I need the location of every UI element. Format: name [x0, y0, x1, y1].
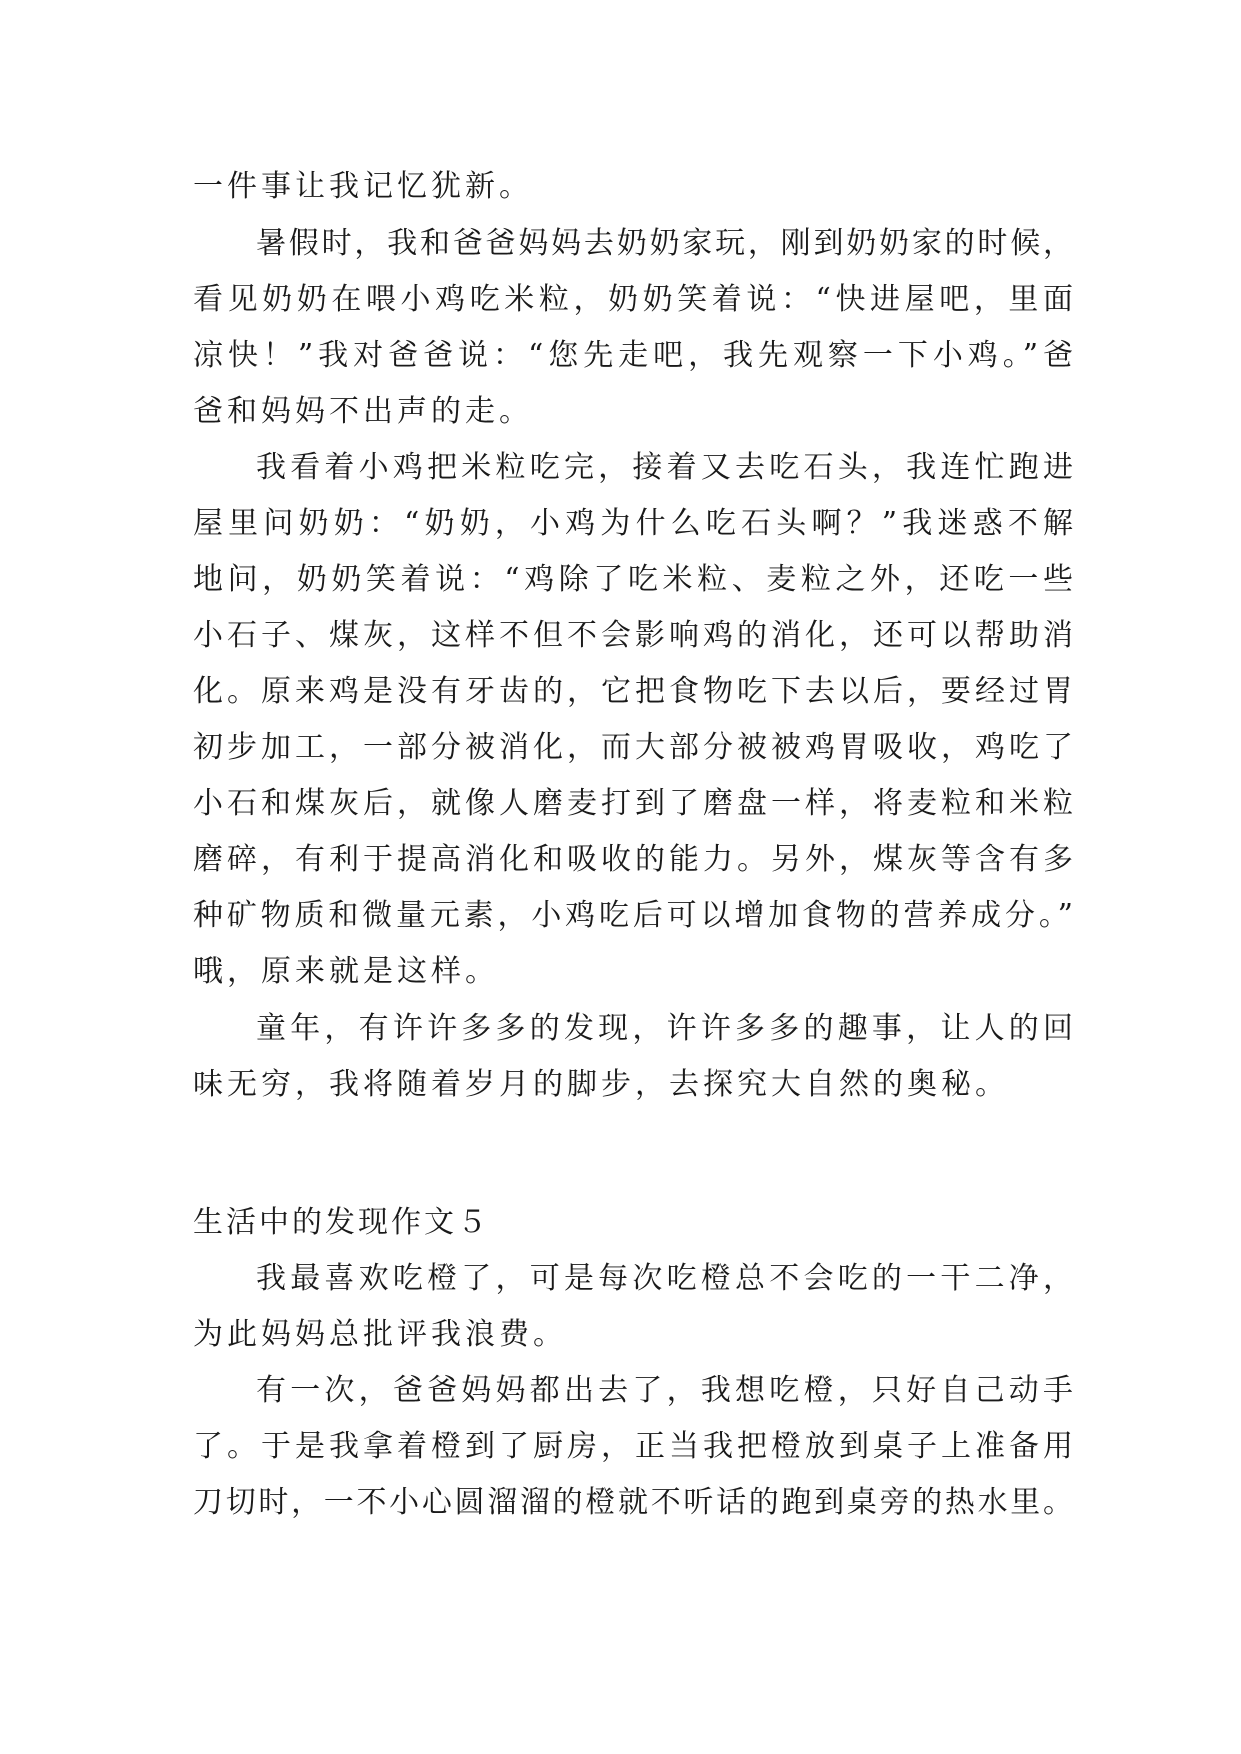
text-line: 刀切时，一不小心圆溜溜的橙就不听话的跑到桌旁的热水里。	[193, 1485, 1073, 1520]
text-line: 看见奶奶在喂小鸡吃米粒，奶奶笑着说：“快进屋吧，里面	[193, 282, 1073, 317]
text-line: 屋里问奶奶：“奶奶，小鸡为什么吃石头啊？”我迷惑不解	[193, 506, 1073, 541]
text-line: 有一次，爸爸妈妈都出去了，我想吃橙，只好自己动手	[256, 1373, 1073, 1408]
text-line: 味无穷，我将随着岁月的脚步，去探究大自然的奥秘。	[193, 1067, 1009, 1102]
text-line: 地问，奶奶笑着说：“鸡除了吃米粒、麦粒之外，还吃一些	[193, 562, 1073, 597]
text-line: 我最喜欢吃橙了，可是每次吃橙总不会吃的一干二净，	[256, 1261, 1073, 1296]
text-line: 哦，原来就是这样。	[193, 954, 499, 989]
text-line: 暑假时，我和爸爸妈妈去奶奶家玩，刚到奶奶家的时候，	[256, 226, 1073, 261]
text-line: 化。原来鸡是没有牙齿的，它把食物吃下去以后，要经过胃	[193, 674, 1073, 709]
text-line: 了。于是我拿着橙到了厨房，正当我把橙放到桌子上准备用	[193, 1429, 1073, 1464]
text-line: 童年，有许许多多的发现，许许多多的趣事，让人的回	[256, 1011, 1073, 1046]
text-line: 磨碎，有利于提高消化和吸收的能力。另外，煤灰等含有多	[193, 842, 1073, 877]
text-line: 小石子、煤灰，这样不但不会影响鸡的消化，还可以帮助消	[193, 618, 1073, 653]
text-line: 一件事让我记忆犹新。	[193, 169, 533, 204]
text-line: 我看着小鸡把米粒吃完，接着又去吃石头，我连忙跑进	[256, 450, 1073, 485]
text-line: 种矿物质和微量元素，小鸡吃后可以增加食物的营养成分。”	[193, 898, 1073, 933]
section-heading: 生活中的发现作文５	[193, 1205, 490, 1240]
text-line: 小石和煤灰后，就像人磨麦打到了磨盘一样，将麦粒和米粒	[193, 786, 1073, 821]
text-line: 爸和妈妈不出声的走。	[193, 394, 533, 429]
text-line: 初步加工，一部分被消化，而大部分被被鸡胃吸收，鸡吃了	[193, 730, 1073, 765]
text-line: 凉快！”我对爸爸说：“您先走吧，我先观察一下小鸡。”爸	[193, 338, 1073, 373]
text-line: 为此妈妈总批评我浪费。	[193, 1317, 567, 1352]
